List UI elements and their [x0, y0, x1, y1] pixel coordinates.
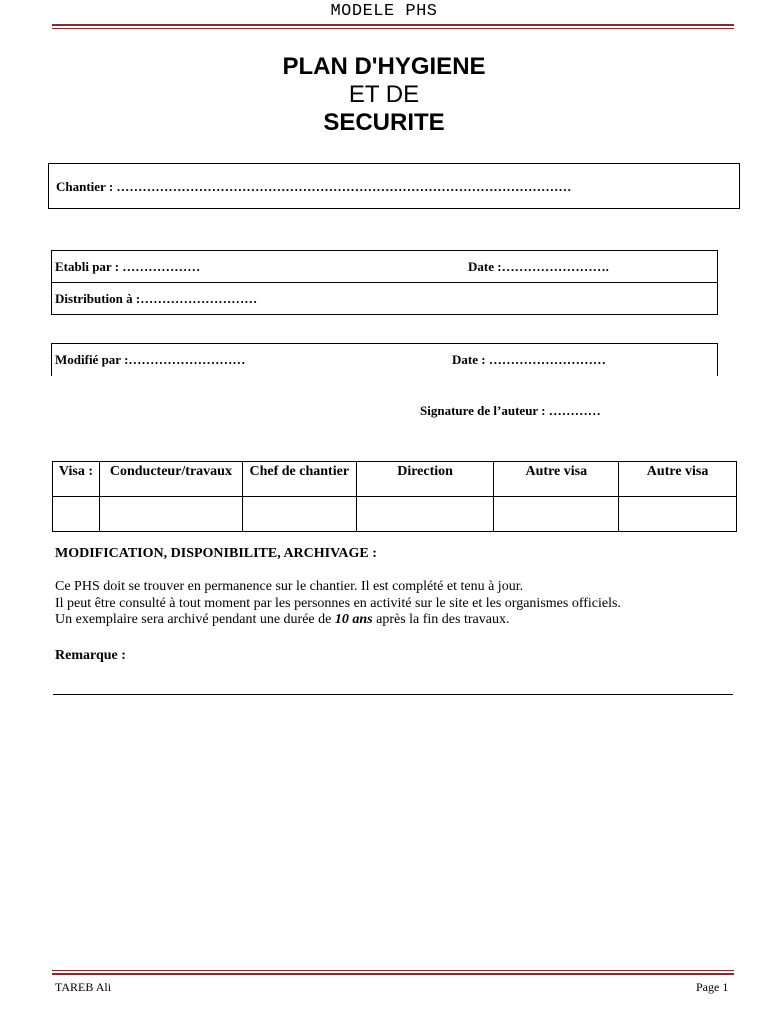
visa-header-visa: Visa : — [53, 462, 100, 497]
title-line-3: SECURITE — [323, 109, 445, 136]
modifie-par-field[interactable]: Modifié par :……………………… — [55, 352, 246, 367]
distribution-field[interactable]: Distribution à :……………………… — [55, 291, 258, 306]
visa-header-autre-visa-1: Autre visa — [494, 462, 619, 497]
section-heading: MODIFICATION, DISPONIBILITE, ARCHIVAGE : — [55, 546, 377, 561]
section-text-line-2: Il peut être consulté à tout moment par les personnes en activité sur le site et les organismes officiels. — [55, 596, 621, 611]
visa-cell-direction[interactable] — [356, 497, 494, 532]
section-text-line-3 — [55, 612, 509, 629]
chantier-box — [48, 163, 740, 209]
header-rule-thin — [52, 28, 734, 29]
title-line-1: PLAN D'HYGIENE — [282, 53, 486, 80]
header-rule-thick — [52, 24, 734, 26]
archive-text-before: Un exemplaire sera archivé pendant une durée de — [55, 612, 335, 627]
visa-signature-row — [53, 497, 737, 532]
visa-cell-conducteur[interactable] — [99, 497, 242, 532]
visa-cell-chef-chantier[interactable] — [242, 497, 356, 532]
footer-author: TAREB Ali — [55, 980, 112, 994]
visa-header-chef-chantier: Chef de chantier — [242, 462, 356, 497]
visa-header-row — [53, 462, 737, 497]
footer-rule-thin — [52, 970, 734, 971]
visa-cell-autre-visa-2[interactable] — [619, 497, 737, 532]
remark-line[interactable] — [53, 694, 733, 695]
archive-text-after: après la fin des travaux. — [372, 612, 510, 627]
modifie-box — [51, 343, 718, 376]
etabli-par-field[interactable]: Etabli par : ……………… — [55, 259, 201, 274]
signature-field[interactable]: Signature de l’auteur : ………… — [420, 403, 601, 418]
footer-rule-thick — [52, 973, 734, 975]
document-header-title: MODELE PHS — [330, 2, 438, 21]
modifie-date-field[interactable]: Date : ……………………… — [452, 352, 606, 367]
etabli-row-divider — [52, 282, 717, 283]
etabli-date-field[interactable]: Date :……………………. — [468, 259, 609, 274]
chantier-field[interactable]: Chantier : …………………………………………………………………………………………… — [56, 179, 572, 194]
visa-header-autre-visa-2: Autre visa — [619, 462, 737, 497]
archive-duration: 10 ans — [334, 612, 373, 627]
title-line-2: ET DE — [348, 81, 420, 108]
remark-label: Remarque : — [55, 648, 126, 663]
footer-page-number: Page 1 — [696, 980, 729, 994]
visa-table — [52, 461, 737, 532]
visa-cell-autre-visa-1[interactable] — [494, 497, 619, 532]
visa-cell-visa[interactable] — [53, 497, 100, 532]
visa-header-direction: Direction — [356, 462, 494, 497]
etabli-box — [51, 250, 718, 315]
section-text-line-1: Ce PHS doit se trouver en permanence sur le chantier. Il est complété et tenu à jour. — [55, 579, 524, 594]
visa-header-conducteur: Conducteur/travaux — [99, 462, 242, 497]
